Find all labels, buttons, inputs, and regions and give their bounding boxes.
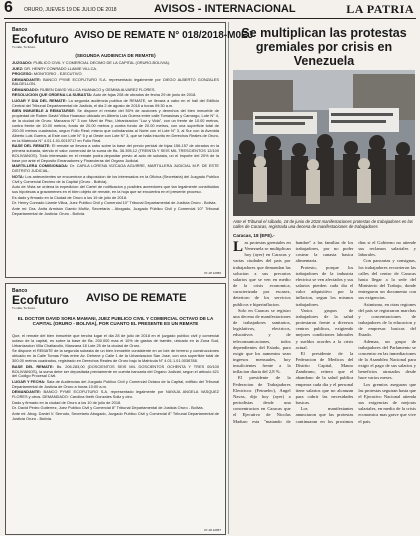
article-paragraph: Los manifestantes anunciaron que las protestas continuaran en los proximos dias si el Gobierno no atiende sus reclamos salariales y laborales.	[295, 240, 416, 424]
notice-code: 07-18 12957	[204, 528, 221, 532]
notice-subtitle: (SEGUNDA AUDIENCIA DE REMATE)	[75, 53, 156, 58]
article-paragraph: Las protestas gremiales en Venezuela se multiplican hoy (ayer) en Caracas y varias ciudades del pais por trabajadores que demandan las solucion a sus precarios salarios que se ven en medio de la crisis economica, caracterizada por escasez, deterioro de los servicios publicos e hiperinflacion.	[233, 239, 291, 307]
notice-paragraph: Dr. Henry Conrado Llamie Villca, Juez Publico Civil y Comercial 10° Tribunal Departamental de Justicia Oruro - Bolivia.	[12, 200, 217, 206]
notice-paragraph: DEMANDANTE: BANCO PYME ECOFUTURO S.A. representado legalmente por NAYAJA ANGELA VASQUEZ FLORES y otros. DEMANDADO: Carolina Ibeth Gonzales Soliz y otro.	[12, 389, 219, 400]
section-title: AVISOS - INTERNACIONAL	[154, 3, 296, 15]
notice-paragraph: DEMANDADO: RUBEN DAVID VILLCA HUANACO y GEMMA ALVAREZ FLORES.	[12, 86, 156, 92]
article-paragraph: Varios grupos de trabajadores de la salud protestaron frente a diversos centros publicos, exigiendo mejores condiciones laborales y sueldos acordes a la crisis actual.	[295, 307, 354, 350]
photo-caption: Ante el Tribunal el sábado, 18 de junio de 2018 manifestaciones protestas de trabajadores en las calles de Caracas, registrada una decena de manifestaciones de trabajadores	[233, 219, 413, 229]
notice-paragraph: MARTILLERA COMISIONADA: Dr. CARLA LORENA VIZCAGA AGUIRRE, MARTILLERA JUDICIAL M.P. DE ESTE DISTRITO JUDICIAL.	[12, 163, 219, 174]
notice-paragraph: BASE DEL REMATE: El remate se llevara a cabo sobre la base del precio pericial de fojas 156-157 de obrados en la primera subasta, siendo el valor comercial de la suma de Bs. 36.395,12 (TREINTA Y SEIS MIL TRESCIENTOS 12/100 BOLIVIANOS). Todo interesado en el remate podra depositar previo al acto de subasta, un el importe del 20% de la base por ante el Deposito Emanadores y Financieras del Organo Judicial.	[12, 143, 220, 163]
page-number: 6	[4, 0, 13, 16]
notice-paragraph: LUGAR Y DIA DEL REMATE: La segunda audiencia publica de REMATE, se llevara a cabo en el hall del Edificio Central del Tribunal Departamental de Justicia, el dia 2 de agosto de 2018 a horas 09:30 a.m.	[12, 97, 219, 108]
column-divider	[228, 22, 229, 534]
notice-code: 07-18 12956	[204, 271, 221, 275]
article-paragraph: Los gremios aseguran que las protestas seguiran hasta que el Ejecutivo Nacional atienda sus exigencias de mejoras salariales, en medio de la crisis economica mas grave que vive el pais.	[358, 381, 416, 424]
notice-paragraph: BASE DEL REMATE: Bs. 206.283,00 (DOSCIENTOS SEIS MIL DOSCIENTOS OCHENTA Y TRES 00/100 BOLIVIANOS), la suma debe ser depositada previamente en cuenta bancaria del Organo Judicial, segun el articulo 421 del Codigo Procesal Civil.	[12, 363, 219, 379]
article-paragraph: Con pancartas y consignas, los trabajadores recorrieron las calles del centro de Caracas hasta llegar a la sede del Ministerio del Trabajo, donde entregaron un documento con sus exigencias.	[358, 258, 416, 301]
article-paragraph: El presidente de la Federacion de Medicos del Distrito Capital, Mauro Zambrano, reitero que el abandono de la salud publica empeora cada dia y el personal tiene salarios que no alcanzan para cubrir las necesidades basicas.	[295, 350, 354, 406]
notice-paragraph: Ante mi: Abog. Daniel V. Serrudo, Secretario Abogado, Juzgado Publico Civil y Comercial 8° Tribunal Departamental de Justicia Oruro - Bolivia.	[12, 410, 219, 421]
notice-paragraph: Que, el remate del bien inmueble que tendra lugar el dia 28 de julio de 2018 en el juzgado publico civil y comercial octavo de la capital, es sobre la base de Bs. 200.000 mas el 10% de gastos de tramite, ubicado en la Zona Sud, Urbanizacion Villa Challacollo, Manzana 18 Lote 25 de la ciudad de Oruro.	[12, 333, 219, 348]
article-body	[233, 240, 416, 534]
ecofuturo-logo: Banco Ecofuturo Tu vida, Tu futuro	[12, 288, 69, 310]
article-paragraph: Asimismo, en otras regiones del pais se registraron marchas y concentraciones de trabajadores de la educacion y de empresas basicas del Estado.	[358, 301, 416, 338]
notice-paragraph: NOTA: Los antecedentes se encuentran a disposicion de los interesados en la Oficina (Secretaria) del Juzgado Publico Civil y Comercial Decimo de la Capital (Oruro - Bolivia).	[12, 173, 219, 184]
notice-paragraph: LUGAR Y FECHA: Sala de Audiencias del Juzgado Publico Civil y Comercial Octavo de la Capital, edificio del Tribunal Departamental de Justicia de Oruro a horas 10:00 a.m.	[12, 378, 219, 389]
article-dateline: Caracas, 18 (EFE).-	[233, 233, 275, 238]
notice-title: AVISO DE REMATE	[86, 292, 187, 304]
ecofuturo-logo: Banco Ecofuturo Tu vida, Tu futuro	[12, 27, 69, 49]
notice-paragraph: Dr. David Pedro Gutierrez, Juez Publico Civil y Comercial 8° Tribunal Departamental de Justicia Oruro - Bolivia.	[12, 405, 204, 411]
drop-cap: L	[233, 239, 244, 255]
notice-paragraph: Se dispone el REMATE de la segunda subasta de un bien inmueble consistente en un lote de terreno y construcciones ubicado en la Calle Tomas Frias entre Av. Dehene y Calle 1 de la Urbanizacion San Jose, con una superficie total de 300.00 metros cuadrados, registrado en Derechos Reales de Oruro bajo la Matricula N° 4.01.1.01.0036788.	[12, 348, 219, 364]
protest-photo	[233, 70, 415, 216]
newspaper-brand: LA PATRIA	[346, 2, 414, 16]
notice-paragraph: JUZGADO: PUBLICO CIVIL Y COMERCIAL DECIMO DE LA CAPITAL (ORURO-BOLIVIA).	[12, 60, 171, 65]
notice-body	[12, 61, 219, 217]
notice-body	[12, 334, 219, 422]
notice-paragraph: RESOLUCION QUE ORDENA LA SUBASTA: Auto de fojas 208 de obrados de fecha 29 de junio de 2018.	[12, 92, 197, 98]
notice-title: AVISO DE REMATE N° 018/2018-M0EJ	[74, 30, 254, 41]
auction-notice-2	[5, 283, 226, 535]
notice-paragraph: JUEZ: DR. HENRY CONRADO LLAMIE VILLCA.	[12, 65, 98, 71]
notice-paragraph: Auto de Vista se ordena la expedicion del Cartel de notificacion y posibles acreedores que tan legalmente constituidos sus hipotecas a gravamenes en el bien objeto de remate, en la hoja que se encuentra en el presente proceso.	[12, 184, 219, 195]
article-paragraph: Ademas, un grupo de trabajadores del Parlamento se concentro en las inmediaciones de la Asamblea Nacional para exigir el pago de sus salarios y beneficios atrasados desde hace varios meses.	[358, 338, 416, 381]
notice-subtitle: EL DOCTOR DAVID SORIA MAMANI, JUEZ PUBLICO CIVIL Y COMERCIAL OCTAVO DE LA CAPITAL (ORURO - BOLIVIA), POR CUANTO EL PRESENTE ES UN REMATE	[17, 316, 214, 326]
page-date: ORURO, JUEVES 19 DE JULIO DE 2018	[24, 7, 117, 13]
article-headline: Se multiplican las protestas gremiales por crisis en Venezuela	[241, 26, 407, 68]
notice-paragraph: BIEN INMUEBLE A REMATARSE: Se dispone el remate del 50% de acciones y derechos del bien inmueble de propiedad de Ruben David Villca Huanaco ubicado en Alberto Luis Guerra entre calle Tomasinas y Camargo, Lote N° 4, de la ciudad de Oruro. Manzano N° 3 con Nivel de Piso, Urbanizacion "Luz y Vida", con un frente de 10.00 metros, contra frente de 10.00 metros, fondo de 20.00 metros y contra fondo de 20.00 metros, con una superficie total de 200.00 metros cuadrados, segun Folio Real; mismo que colindancias al Norte con el Lote N° 3, al Sur con la Avenida Alberto Luis Guerra, al Este con Lote N° 5 y al Oeste con Lote N° 3, que se halla inscrito en Derechos Reales de Oruro, en la Matricula N° 4.01.1.01.0019717 en Folio Real.	[12, 108, 219, 143]
notice-paragraph: DEMANDANTE: BANCO PYME ECOFUTURO S.A. representado legalmente por DIEGO ALBERTO GONZALES BALDELLON.	[12, 76, 219, 87]
article-paragraph: Protesto, porque los trabajadores de la industria electrica se ven afectados y sus salarios pierden cada dia el valor adquisitivo por la inflacion, segun los mismos trabajadores.	[295, 264, 354, 307]
notice-paragraph: PROCESO: MONITORIO - EJECUTIVO.	[12, 71, 83, 76]
page-header	[4, 2, 416, 19]
notice-paragraph: Ante mi: Dra. Anita Armisón Gamio Muñiz, Secretaria - Abogado, Juzgado Público Civil y Comercial 10° Tribunal Departamental de Justicia: Oruro - Bolivia.	[12, 205, 219, 216]
article-paragraph: Solo en Caracas se registro una decena de manifestaciones de trabajadores sanitarios, legislativos, electricos, educativos y de telecomunicaciones, todos dependientes del Estado, para exigir que los aumentos sean ingresos mensuales, hoy insuficientes frente a la inflacion diaria del 2,8 %.	[233, 307, 291, 375]
notice-paragraph: Dado y firmado en la ciudad de Oruro a los 10 de julio de 2018.	[12, 399, 122, 405]
notice-paragraph: Es dado y firmado en la Ciudad de Oruro a los 19 de julio de 2018.	[12, 194, 128, 200]
article-paragraph: El presidente de la Federacion de Trabajadores Electricos (Fetraelec), Angel Navas, dijo hoy (ayer) a periodistas desde una concentracion en Caracas que el Ejecutivo de Nicolas Maduro esta "matando de hambre" a las familias de los trabajadores, por no poder costear la canasta basica alimentaria.	[233, 240, 354, 424]
